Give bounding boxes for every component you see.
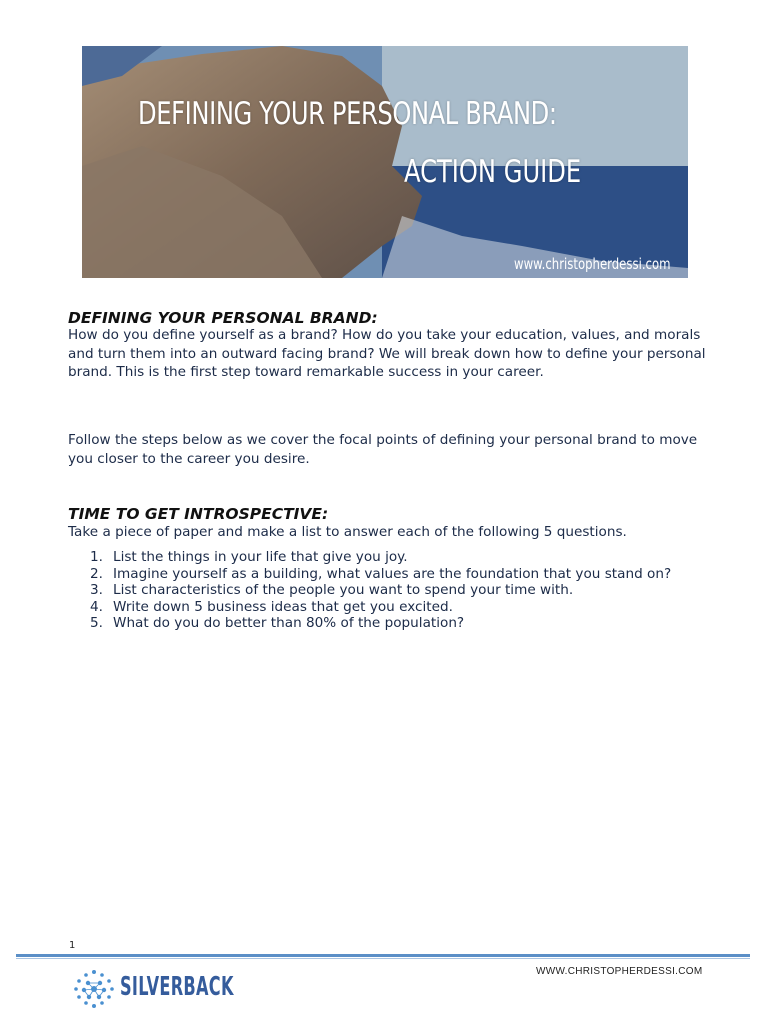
list-text: List the things in your life that give you joy. [113, 549, 408, 565]
list-item [90, 615, 700, 632]
intro-paragraph: How do you define yourself as a brand? How do you take your education, values, and morals and turn them into an outward facing brand? We will break down how to define your personal brand. This is the first step toward remarkable success in your career. [68, 327, 706, 380]
hero-banner [82, 46, 688, 278]
banner-subtitle: ACTION GUIDE [404, 154, 582, 190]
list-item [90, 566, 700, 583]
banner-title: DEFINING YOUR PERSONAL BRAND: [138, 96, 557, 132]
list-number: 1. [90, 549, 103, 565]
steps-paragraph: Follow the steps below as we cover the focal points of defining your personal brand to move you closer to the career you desire. [68, 432, 698, 467]
list-item [90, 599, 700, 616]
page-number: 1 [69, 940, 76, 951]
footer-divider [16, 954, 750, 957]
list-text: Imagine yourself as a building, what values are the foundation that you stand on? [113, 565, 672, 582]
section-heading-personal-brand: DEFINING YOUR PERSONAL BRAND: [68, 309, 378, 327]
list-text: What do you do better than 80% of the population? [113, 615, 465, 632]
section-heading-introspective: TIME TO GET INTROSPECTIVE: [68, 505, 329, 523]
list-item [90, 582, 700, 599]
footer-url: WWW.CHRISTOPHERDESSI.COM [536, 966, 703, 977]
list-number: 4. [90, 598, 103, 615]
question-list [90, 549, 700, 632]
list-number: 3. [90, 582, 103, 599]
silverback-logo [70, 966, 234, 1012]
footer-divider-thin [16, 958, 750, 959]
cliff-sea-image [82, 46, 688, 278]
questions-intro: Take a piece of paper and make a list to answer each of the following 5 questions. [68, 524, 627, 540]
list-number: 2. [90, 565, 103, 582]
list-number: 5. [90, 615, 103, 632]
banner-url: www.christopherdessi.com [514, 255, 671, 273]
list-text: List characteristics of the people you want to spend your time with. [113, 582, 574, 599]
list-text: Write down 5 business ideas that get you excited. [113, 598, 453, 615]
list-item [90, 549, 700, 566]
network-globe-icon [70, 966, 118, 1012]
logo-wordmark: SILVERBACK [120, 972, 234, 1002]
